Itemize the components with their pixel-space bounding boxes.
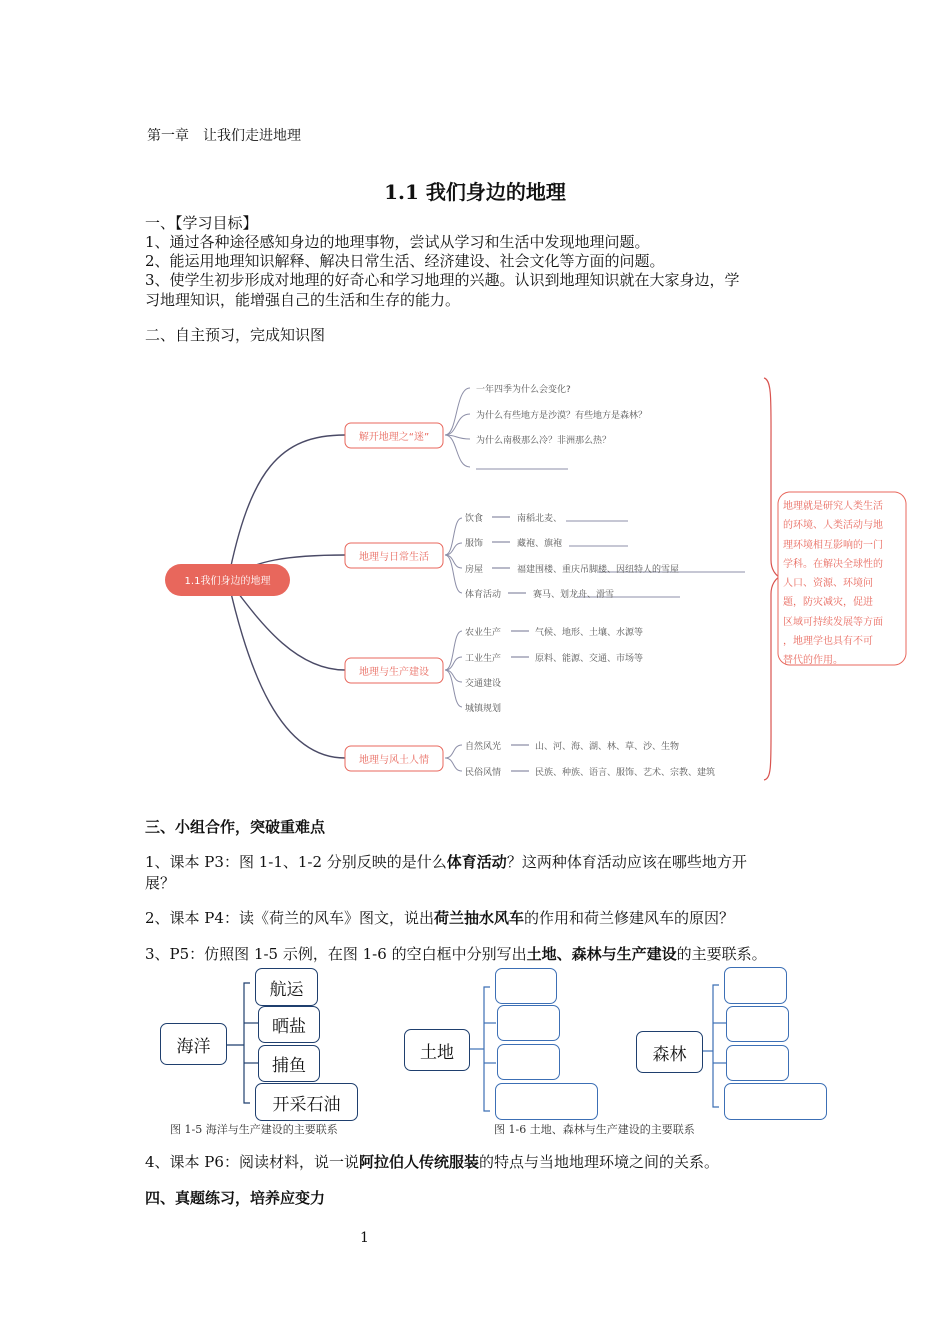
ocean-item-box: 开采石油 <box>255 1083 358 1121</box>
ocean-item-box: 航运 <box>255 968 318 1006</box>
q1-text-2: ？这两种体育活动应该在哪些地方开 <box>506 853 747 871</box>
leaf-value: 藏袍、旗袍 <box>517 539 563 549</box>
ocean-center-box: 海洋 <box>160 1023 227 1065</box>
q2-text-2: 的作用和荷兰修建风车的原因？ <box>523 909 734 927</box>
leaf-text: 为什么有些地方是沙漠？有些地方是森林？ <box>476 411 648 421</box>
land-answer-box[interactable] <box>497 1005 560 1041</box>
q2-text: 2、课本 P4：读《荷兰的风车》图文，说出 <box>145 909 434 927</box>
branch-label: 地理与风土人情 <box>359 755 429 766</box>
land-answer-box[interactable] <box>495 1083 598 1120</box>
objective-item: 2、能运用地理知识解释、解决日常生活、经济建设、社会文化等方面的问题。 <box>145 252 665 270</box>
objective-item: 习地理知识，能增强自己的生活和生存的能力。 <box>145 291 461 309</box>
leaf-key: 工业生产 <box>465 654 502 664</box>
ocean-brackets <box>226 983 258 1103</box>
leaf-key: 房屋 <box>465 565 484 575</box>
figure-caption-2: 图 1-6 土地、森林与生产建设的主要联系 <box>494 1123 695 1136</box>
chapter-title: 第一章 让我们走进地理 <box>147 128 301 144</box>
objectives-heading: 一、【学习目标】 <box>145 214 258 232</box>
forest-answer-box[interactable] <box>726 1006 789 1042</box>
forest-answer-box[interactable] <box>724 967 787 1004</box>
q4-text-2: 的特点与当地地理环境之间的关系。 <box>478 1153 719 1171</box>
leaf-value: 民族、种族、语言、服饰、艺术、宗教、建筑 <box>535 768 716 778</box>
forest-answer-box[interactable] <box>724 1083 827 1120</box>
leaf-key: 自然风光 <box>465 742 502 752</box>
branch-label: 地理与生产建设 <box>359 667 429 678</box>
question-1 <box>145 853 747 872</box>
leaf-value: 山、河、海、湖、林、草、沙、生物 <box>535 742 680 752</box>
practice-heading: 四、真题练习，培养应变力 <box>145 1189 326 1207</box>
question-4 <box>145 1153 719 1172</box>
summary-line: ，地理学也具有不可 <box>783 636 873 648</box>
question-2 <box>145 909 734 928</box>
preview-heading: 二、自主预习，完成知识图 <box>145 326 326 344</box>
root-label: 1.1我们身边的地理 <box>184 576 271 587</box>
summary-line: 替代的作用。 <box>783 655 843 667</box>
forest-center-box: 森林 <box>636 1031 703 1073</box>
summary-text <box>783 497 907 671</box>
summary-line: 理环境相互影响的一门 <box>783 539 883 551</box>
q2-keyword: 荷兰抽水风车 <box>433 909 524 927</box>
summary-line: 人口、资源、环境问 <box>783 578 873 590</box>
summary-line: 题，防灾减灾，促进 <box>783 597 873 609</box>
ocean-item-box: 晒盐 <box>258 1006 320 1043</box>
key-value-dashes <box>492 517 529 771</box>
leaf-text: 一年四季为什么会变化? <box>476 385 571 395</box>
leaf-text: 为什么南极那么冷？非洲那么热？ <box>476 436 612 446</box>
land-answer-box[interactable] <box>495 968 557 1004</box>
q4-text: 4、课本 P6：阅读材料，说一说 <box>145 1153 359 1171</box>
figure-caption-1: 图 1-5 海洋与生产建设的主要联系 <box>170 1123 338 1136</box>
page-number: 1 <box>360 1230 369 1246</box>
leaf-key: 农业生产 <box>465 628 502 638</box>
forest-answer-box[interactable] <box>726 1045 789 1081</box>
leaf-key: 体育活动 <box>465 590 502 600</box>
forest-brackets <box>703 985 726 1107</box>
summary-line: 地理就是研究人类生活 <box>783 501 883 512</box>
leaf-key: 民俗风情 <box>465 768 502 778</box>
leaf-value: 赛马、划龙舟、滑雪 <box>533 590 615 600</box>
leaf-key: 饮食 <box>465 514 484 524</box>
leaf-value: 福建围楼、重庆吊脚楼、因纽特人的雪屋 <box>517 565 680 575</box>
objective-item: 3、使学生初步形成对地理的好奇心和学习地理的兴趣。认识到地理知识就在大家身边，学 <box>145 271 740 289</box>
cooperation-heading: 三、小组合作，突破重难点 <box>145 818 326 836</box>
question-3 <box>145 945 767 964</box>
leaf-value: 南稻北麦、 <box>517 514 563 524</box>
leaf-value: 原料、能源、交通、市场等 <box>535 654 644 664</box>
page-title: 1.1 我们身边的地理 <box>384 180 566 204</box>
leaf-key: 服饰 <box>465 539 484 549</box>
q3-keyword: 土地、森林与生产建设 <box>526 945 677 963</box>
summary-brace <box>764 378 779 780</box>
branch-label: 解开地理之“迷” <box>358 432 430 443</box>
leaf-value: 气候、地形、土壤、水源等 <box>535 628 644 638</box>
summary-line: 区域可持续发展等方面 <box>783 616 883 628</box>
branch-label: 地理与日常生活 <box>359 552 429 563</box>
ocean-item-box: 捕鱼 <box>258 1045 320 1082</box>
q1-text: 1、课本 P3：图 1-1、1-2 分别反映的是什么 <box>145 853 447 871</box>
land-answer-box[interactable] <box>497 1044 560 1080</box>
summary-line: 学科。在解决全球性的 <box>783 558 883 570</box>
question-1-cont: 展？ <box>145 874 176 892</box>
root-connectors <box>228 435 345 758</box>
q3-text-2: 的主要联系。 <box>676 945 767 963</box>
q3-text: 3、P5：仿照图 1-5 示例，在图 1-6 的空白框中分别写出 <box>145 945 527 963</box>
land-center-box: 土地 <box>404 1029 470 1071</box>
objective-item: 1、通过各种途径感知身边的地理事物，尝试从学习和生活中发现地理问题。 <box>145 233 650 251</box>
q4-keyword: 阿拉伯人传统服装 <box>358 1153 479 1171</box>
summary-line: 的环境、人类活动与地 <box>783 520 883 532</box>
branch-nodes <box>345 423 443 771</box>
leaf-key: 城镇规划 <box>465 704 502 714</box>
leaf-key: 交通建设 <box>465 679 502 689</box>
q1-keyword: 体育活动 <box>446 853 507 871</box>
land-brackets <box>470 987 496 1111</box>
